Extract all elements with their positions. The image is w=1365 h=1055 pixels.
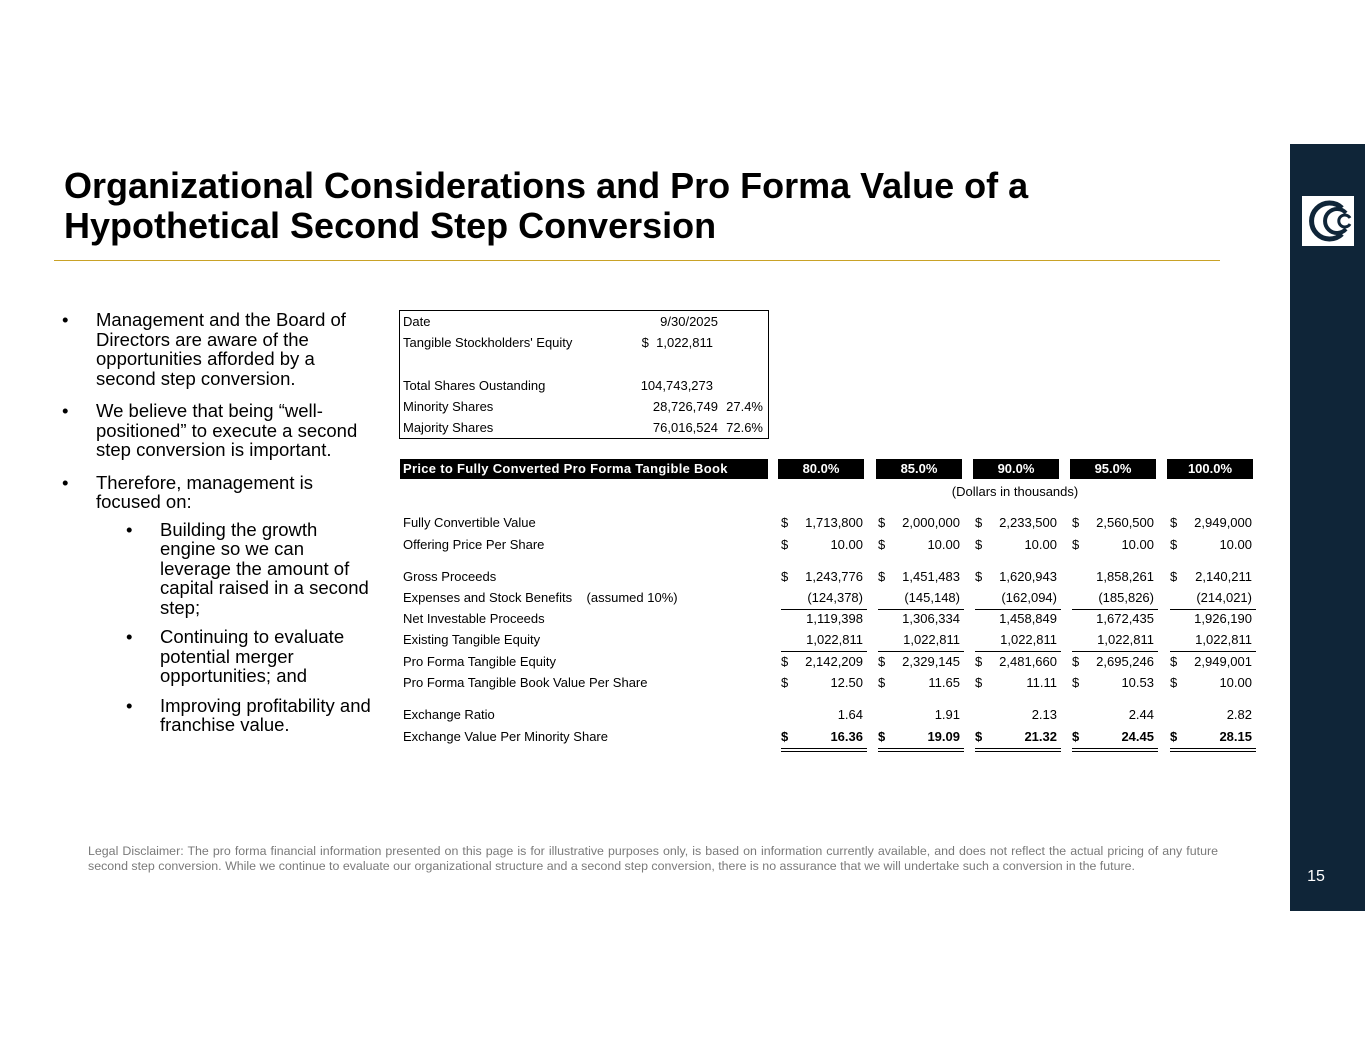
cell-value: 2,233,500 — [999, 515, 1057, 530]
cell-value: 1,451,483 — [902, 569, 960, 584]
table-cell — [1072, 729, 1158, 749]
currency-symbol: $ — [975, 569, 983, 584]
table-cell — [1170, 590, 1256, 610]
column-header: 85.0% — [876, 459, 962, 479]
table-row — [403, 611, 1263, 629]
cell-value: 12.50 — [830, 675, 863, 690]
table-cell — [975, 590, 1061, 610]
currency-symbol: $ — [1170, 729, 1178, 744]
cell-value: 1,926,190 — [1194, 611, 1252, 626]
minority-shares-row: Minority Shares 28,726,749 27.4% — [403, 399, 763, 414]
table-cell — [781, 632, 867, 652]
table-cell — [1072, 569, 1158, 587]
currency-symbol: $ — [1170, 569, 1178, 584]
table-row — [403, 515, 1263, 533]
table-cell — [781, 611, 867, 629]
cell-value: 2,695,246 — [1096, 654, 1154, 669]
column-header: 100.0% — [1167, 459, 1253, 479]
table-row — [403, 590, 1263, 608]
cell-value: 1,022,811 — [1000, 632, 1057, 647]
row-label: Pro Forma Tangible Book Value Per Share — [403, 675, 648, 690]
table-row — [403, 707, 1263, 725]
cell-value: 2.13 — [1031, 707, 1057, 722]
row-label: Net Investable Proceeds — [403, 611, 545, 626]
cell-value: 2,142,209 — [805, 654, 863, 669]
table-cell — [975, 632, 1061, 652]
cell-value: 1,243,776 — [805, 569, 863, 584]
table-cell — [878, 632, 964, 652]
table-cell — [1072, 654, 1158, 672]
column-header: 95.0% — [1070, 459, 1156, 479]
table-row — [403, 654, 1263, 672]
table-cell — [781, 675, 867, 693]
currency-symbol: $ — [781, 537, 789, 552]
currency-symbol: $ — [975, 515, 983, 530]
column-header: 90.0% — [973, 459, 1059, 479]
currency-symbol: $ — [878, 654, 886, 669]
cell-value: 11.11 — [1026, 675, 1057, 690]
currency-symbol: $ — [878, 515, 886, 530]
cell-value: (162,094) — [1001, 590, 1057, 605]
cell-value: 2,560,500 — [1096, 515, 1154, 530]
cell-value: 1,119,398 — [806, 611, 863, 626]
table-cell — [781, 537, 867, 555]
cell-value: 10.00 — [1219, 537, 1252, 552]
table-cell — [878, 569, 964, 587]
table-cell — [781, 654, 867, 672]
table-cell — [878, 729, 964, 749]
double-underline — [1072, 751, 1158, 752]
table-cell — [781, 590, 867, 610]
currency-symbol: $ — [975, 729, 983, 744]
cell-value: (145,148) — [904, 590, 960, 605]
table-cell — [1170, 611, 1256, 629]
row-label: Exchange Ratio — [403, 707, 495, 722]
majority-shares-row: Majority Shares 76,016,524 72.6% — [403, 420, 763, 435]
double-underline — [878, 751, 964, 752]
cell-value: 10.00 — [1024, 537, 1057, 552]
table-cell — [1170, 632, 1256, 652]
row-label: Existing Tangible Equity — [403, 632, 541, 647]
total-shares-row: Total Shares Oustanding 104,743,273 — [403, 378, 713, 393]
table-cell — [781, 729, 867, 749]
share-info-box — [399, 310, 769, 439]
table-cell — [975, 707, 1061, 725]
currency-symbol: $ — [1170, 675, 1178, 690]
table-cell — [975, 675, 1061, 693]
currency-symbol: $ — [878, 537, 886, 552]
cell-value: 10.00 — [1121, 537, 1154, 552]
table-row — [403, 675, 1263, 693]
cell-value: 1,022,811 — [806, 632, 863, 647]
row-label: Expenses and Stock Benefits (assumed 10%) — [403, 590, 678, 605]
cell-value: 2,000,000 — [902, 515, 960, 530]
currency-symbol: $ — [1072, 515, 1080, 530]
currency-symbol: $ — [878, 675, 886, 690]
currency-symbol: $ — [781, 569, 789, 584]
bullet-list — [62, 310, 372, 745]
table-cell — [975, 729, 1061, 749]
table-cell — [1072, 611, 1158, 629]
cell-value: 1,713,800 — [805, 515, 863, 530]
table-cell — [1072, 515, 1158, 533]
cell-value: (214,021) — [1196, 590, 1252, 605]
row-label: Exchange Value Per Minority Share — [403, 729, 608, 744]
cell-value: 16.36 — [830, 729, 863, 744]
cell-value: 10.00 — [927, 537, 960, 552]
currency-symbol: $ — [1072, 654, 1080, 669]
table-cell — [1072, 707, 1158, 725]
sub-bullet-item: • Continuing to evaluate potential merger opportunities; and — [126, 626, 345, 686]
currency-symbol: $ — [781, 515, 789, 530]
table-cell — [1072, 632, 1158, 652]
table-row — [403, 569, 1263, 587]
table-cell — [781, 515, 867, 533]
table-cell — [1072, 675, 1158, 693]
title-divider — [54, 260, 1220, 261]
currency-symbol: $ — [781, 729, 789, 744]
currency-symbol: $ — [1170, 515, 1178, 530]
table-cell — [975, 537, 1061, 555]
table-cell — [878, 675, 964, 693]
row-label: Offering Price Per Share — [403, 537, 545, 552]
cell-value: 1.91 — [934, 707, 960, 722]
cell-value: 2.82 — [1226, 707, 1252, 722]
currency-symbol: $ — [878, 569, 886, 584]
row-label: Fully Convertible Value — [403, 515, 536, 530]
legal-disclaimer: Legal Disclaimer: The pro forma financial information presented on this page is for illustrative purposes only, is based on information currently available, and does not reflect the actual pricing of any future second step conversion. While we continue to evaluate our organizational structure and a second step conversion, there is no assurance that we will undertake such a conversion in the future. — [88, 844, 1218, 873]
table-header-label: Price to Fully Converted Pro Forma Tangible Book — [400, 459, 768, 479]
table-cell — [1170, 675, 1256, 693]
column-header: 80.0% — [778, 459, 864, 479]
currency-symbol: $ — [781, 675, 789, 690]
table-cell — [1170, 537, 1256, 555]
table-cell — [1170, 569, 1256, 587]
currency-symbol: $ — [1072, 537, 1080, 552]
cell-value: 1.64 — [837, 707, 863, 722]
table-cell — [781, 569, 867, 587]
bullet-item: • We believe that being “well-positioned” to execute a second step conversion is important. — [62, 400, 358, 460]
cell-value: 10.53 — [1121, 675, 1154, 690]
table-cell — [1170, 515, 1256, 533]
cell-value: 1,022,811 — [1097, 632, 1154, 647]
currency-symbol: $ — [1072, 729, 1080, 744]
units-note: (Dollars in thousands) — [951, 484, 1079, 499]
cell-value: 21.32 — [1024, 729, 1057, 744]
double-underline — [1170, 751, 1256, 752]
currency-symbol: $ — [975, 675, 983, 690]
table-cell — [1072, 537, 1158, 555]
cell-value: 19.09 — [927, 729, 960, 744]
cell-value: (185,826) — [1098, 590, 1154, 605]
cell-value: 2.44 — [1128, 707, 1154, 722]
currency-symbol: $ — [781, 654, 789, 669]
sub-bullet-item: • Improving profitability and franchise value. — [126, 694, 371, 735]
cell-value: 1,620,943 — [999, 569, 1057, 584]
currency-symbol: $ — [1170, 654, 1178, 669]
currency-symbol: $ — [1170, 537, 1178, 552]
cell-value: 2,329,145 — [902, 654, 960, 669]
table-cell — [975, 611, 1061, 629]
currency-symbol: $ — [878, 729, 886, 744]
table-cell — [975, 569, 1061, 587]
cell-value: 1,458,849 — [999, 611, 1057, 626]
currency-symbol: $ — [1072, 675, 1080, 690]
bullet-item: • Management and the Board of Directors are aware of the opportunities afforded by a second step conversion. — [62, 309, 346, 389]
cell-value: 10.00 — [830, 537, 863, 552]
bullet-item: • Therefore, management is focused on: — [62, 471, 313, 512]
sub-bullet-item: • Building the growth engine so we can leverage the amount of capital raised in a second step; — [126, 518, 369, 618]
table-cell — [975, 654, 1061, 672]
cell-value: 2,140,211 — [1195, 569, 1252, 584]
table-cell — [878, 590, 964, 610]
date-row: Date 9/30/2025 — [403, 314, 718, 329]
cell-value: 2,949,000 — [1194, 515, 1252, 530]
currency-symbol: $ — [975, 537, 983, 552]
tangible-equity-row: Tangible Stockholders' Equity $ 1,022,811 — [403, 335, 713, 350]
cell-value: 10.00 — [1219, 675, 1252, 690]
cell-value: (124,378) — [807, 590, 863, 605]
cell-value: 24.45 — [1121, 729, 1154, 744]
table-row — [403, 537, 1263, 555]
table-cell — [878, 515, 964, 533]
table-cell — [1170, 707, 1256, 725]
cell-value: 1,306,334 — [902, 611, 960, 626]
table-row — [403, 729, 1263, 747]
table-cell — [878, 654, 964, 672]
cell-value: 1,858,261 — [1096, 569, 1154, 584]
table-cell — [975, 515, 1061, 533]
cell-value: 1,022,811 — [1195, 632, 1252, 647]
table-cell — [1170, 729, 1256, 749]
table-cell — [1072, 590, 1158, 610]
table-cell — [878, 611, 964, 629]
double-underline — [781, 751, 867, 752]
cell-value: 2,481,660 — [999, 654, 1057, 669]
table-cell — [878, 707, 964, 725]
cell-value: 1,672,435 — [1096, 611, 1154, 626]
cell-value: 11.65 — [928, 675, 960, 690]
brand-sidebar — [1290, 144, 1365, 911]
double-underline — [975, 751, 1061, 752]
company-logo-icon — [1302, 196, 1354, 246]
row-label: Gross Proceeds — [403, 569, 497, 584]
cell-value: 28.15 — [1219, 729, 1252, 744]
row-label: Pro Forma Tangible Equity — [403, 654, 556, 669]
table-cell — [1170, 654, 1256, 672]
cell-value: 1,022,811 — [903, 632, 960, 647]
table-row — [403, 632, 1263, 650]
page-title: Organizational Considerations and Pro Forma Value of a Hypothetical Second Step Conversion — [64, 165, 1029, 246]
currency-symbol: $ — [975, 654, 983, 669]
cell-value: 2,949,001 — [1194, 654, 1252, 669]
table-cell — [878, 537, 964, 555]
table-cell — [781, 707, 867, 725]
page-number: 15 — [1307, 868, 1325, 885]
